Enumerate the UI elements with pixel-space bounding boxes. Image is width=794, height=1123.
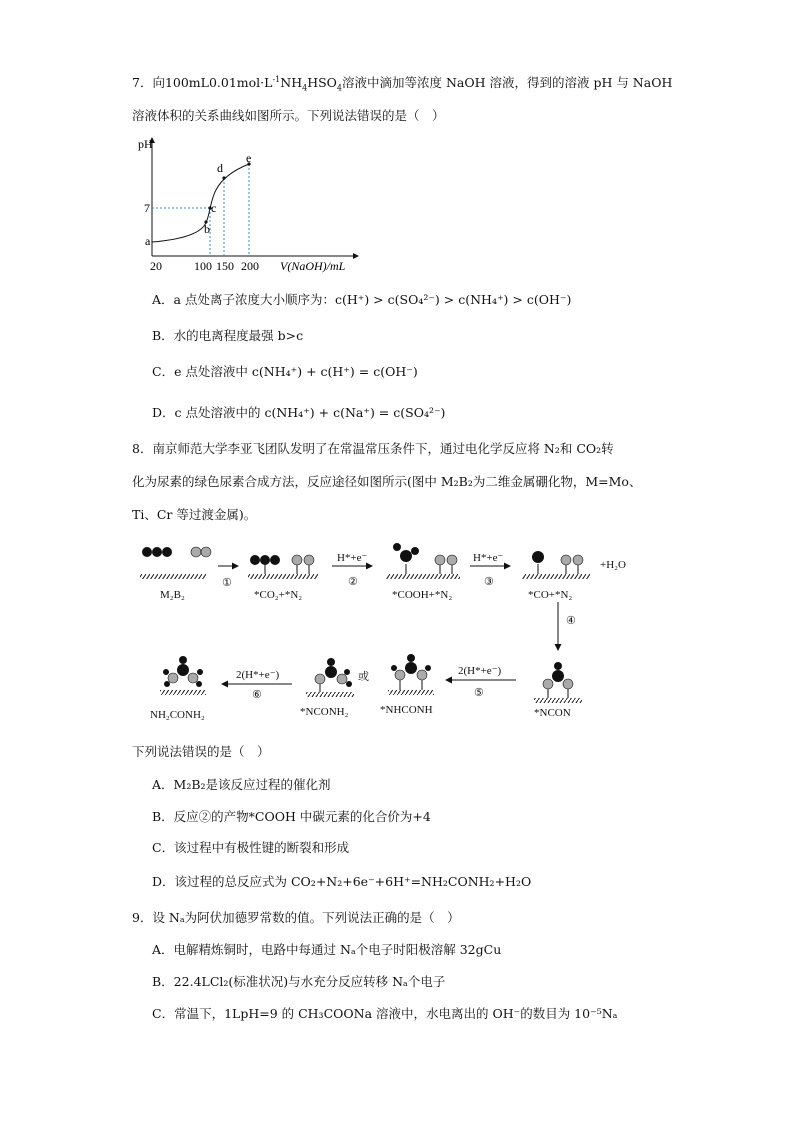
q8-atom — [304, 555, 314, 565]
q8-step-1: ① — [222, 577, 232, 589]
q8-atom — [179, 656, 187, 664]
q8-atom — [391, 665, 397, 671]
q8-atom — [337, 674, 347, 684]
q8-surface — [388, 690, 434, 695]
q8-species-nconh2: *NCONH₂ — [300, 706, 349, 718]
q7-label-a: a — [145, 234, 151, 248]
q8-atom — [196, 681, 202, 687]
q8-surface-m2b2 — [140, 574, 206, 579]
q8-option-d: D．该过程的总反应式为 CO₂+N₂+6e⁻+6H⁺=NH₂CONH₂+H₂O — [152, 874, 532, 889]
q8-stem-line3: Ti、Cr 等过渡金属)。 — [132, 507, 257, 522]
q9-stem: 9．设 Nₐ为阿伏加德罗常数的值。下列说法正确的是（ ） — [132, 910, 460, 925]
q8-atom — [270, 555, 280, 565]
q8-water: +H₂O — [600, 559, 626, 571]
q8-reaction-pathway-diagram — [130, 538, 670, 728]
q7-stem-line2: 溶液体积的关系曲线如图所示。下列说法错误的是（ ） — [132, 108, 445, 123]
q8-surface — [248, 574, 318, 579]
q8-stem-line1: 8．南京师范大学李亚飞团队发明了在常温常压条件下，通过电化学反应将 N₂和 CO₂转 — [132, 441, 614, 456]
q8-atom — [197, 669, 203, 675]
q8-atom — [573, 555, 583, 565]
q8-surface — [160, 690, 206, 695]
q8-atom — [561, 555, 571, 565]
q8-species-urea: NH₂CONH₂ — [150, 709, 205, 721]
q8-atom — [395, 670, 405, 680]
q8-surface — [534, 698, 582, 703]
q8-atom — [543, 679, 553, 689]
q8-atom — [563, 679, 573, 689]
q8-surface — [306, 692, 354, 697]
q8-co2-atom — [152, 547, 162, 557]
q8-atom — [435, 555, 445, 565]
q8-atom — [425, 665, 431, 671]
q8-atom — [552, 670, 564, 682]
q7-label-e: e — [246, 151, 252, 165]
q8-atom — [393, 543, 401, 551]
q8-atom — [325, 666, 337, 678]
q7-y-tick-7: 7 — [144, 201, 150, 215]
q7-label-b: b — [204, 222, 210, 236]
q8-atom — [177, 664, 189, 676]
q8-option-c: C．该过程中有极性键的断裂和形成 — [152, 840, 350, 855]
q7-x-tick-20: 20 — [150, 259, 162, 273]
q7-option-c: C．e 点处溶液中 c(NH₄⁺) + c(H⁺) = c(OH⁻) — [152, 364, 418, 379]
q8-co2-atom — [142, 547, 152, 557]
q7-ph-curve — [152, 164, 249, 242]
q8-atom — [447, 555, 457, 565]
q8-question: 下列说法错误的是（ ） — [132, 744, 270, 759]
q7-label-d: d — [217, 161, 223, 175]
q8-atom — [407, 654, 415, 662]
q8-stem-line2: 化为尿素的绿色尿素合成方法，反应途径如图所示(图中 M₂B₂为二维金属硼化物，M=Mo、 — [132, 474, 642, 489]
q8-atom — [532, 551, 544, 563]
q8-atom — [163, 669, 169, 675]
q8-step-6: ⑥ — [252, 689, 262, 701]
q8-co2-atom — [162, 547, 172, 557]
q8-species-cooh-n2: *COOH+*N₂ — [392, 589, 453, 601]
q8-reagent-step6: 2(H*+e⁻) — [236, 669, 280, 681]
q8-atom — [168, 673, 178, 683]
q8-atom — [315, 674, 325, 684]
q9-option-c: C．常温下，1LpH=9 的 CH₃COONa 溶液中，水电离出的 OH⁻的数目为 10⁻⁵Nₐ — [152, 1006, 618, 1021]
q8-atom — [411, 547, 419, 555]
q8-atom — [188, 673, 198, 683]
q8-species-co2-n2: *CO₂+*N₂ — [254, 589, 303, 601]
q8-atom — [344, 669, 350, 675]
q8-atom — [292, 555, 302, 565]
q8-reagent-step2: H*+e⁻ — [337, 552, 368, 564]
q7-y-axis-label: pH — [138, 137, 153, 151]
q7-option-d: D．c 点处溶液中的 c(NH₄⁺) + c(Na⁺) = c(SO₄²⁻) — [152, 405, 446, 420]
q8-species-ncon: *NCON — [534, 707, 571, 719]
q8-reagent-step3: H*+e⁻ — [473, 552, 504, 564]
q8-n2-atom — [201, 547, 211, 557]
q9-option-a: A．电解精炼铜时，电路中每通过 Nₐ个电子时阳极溶解 32gCu — [152, 942, 502, 957]
q8-n2-atom — [191, 547, 201, 557]
q7-x-tick-100: 100 — [194, 259, 212, 273]
q8-atom — [250, 555, 260, 565]
q8-atom — [554, 662, 562, 670]
q8-step-3: ③ — [484, 576, 494, 588]
q8-or: 或 — [358, 671, 369, 683]
q8-species-nhconh: *NHCONH — [380, 704, 433, 716]
q8-reagent-step5: 2(H*+e⁻) — [458, 665, 502, 677]
q8-atom — [346, 681, 352, 687]
q7-option-b: B．水的电离程度最强 b>c — [152, 328, 304, 343]
q7-ph-titration-graph — [130, 132, 370, 282]
q7-stem-line1: 7．向$100mL0.01mol\cdot L^{-1}NH_4HSO_4$溶液中滴加等浓度 NaOH 溶液，得到的溶液 pH 与 NaOH — [132, 75, 673, 93]
q9-option-b: B．22.4LCl₂(标准状况)与水充分反应转移 Nₐ个电子 — [152, 974, 446, 989]
q7-x-tick-200: 200 — [241, 259, 259, 273]
q8-step-2: ② — [348, 576, 358, 588]
q7-option-a: A．a 点处离子浓度大小顺序为：c(H⁺) > c(SO₄²⁻) > c(NH₄⁺) > c(OH⁻) — [152, 292, 572, 307]
q8-species-co-n2: *CO+*N₂ — [528, 589, 573, 601]
q8-atom — [327, 658, 335, 666]
q8-atom — [260, 555, 270, 565]
q8-atom — [417, 670, 427, 680]
q7-point-d — [222, 176, 225, 179]
q7-label-c: c — [211, 201, 217, 215]
q8-option-b: B．反应②的产物*COOH 中碳元素的化合价为+4 — [152, 809, 431, 824]
q8-label-m2b2: M₂B₂ — [160, 589, 185, 601]
q8-atom — [164, 681, 170, 687]
q7-x-tick-150: 150 — [216, 259, 234, 273]
q8-surface — [386, 574, 460, 579]
q8-option-a: A．M₂B₂是该反应过程的催化剂 — [152, 777, 331, 792]
q8-surface — [522, 574, 590, 579]
q8-step-4: ④ — [566, 615, 576, 627]
q8-step-5: ⑤ — [474, 687, 484, 699]
q7-x-axis-label: V(NaOH)/mL — [280, 259, 346, 273]
q8-atom — [405, 662, 417, 674]
q8-atom — [400, 550, 412, 562]
